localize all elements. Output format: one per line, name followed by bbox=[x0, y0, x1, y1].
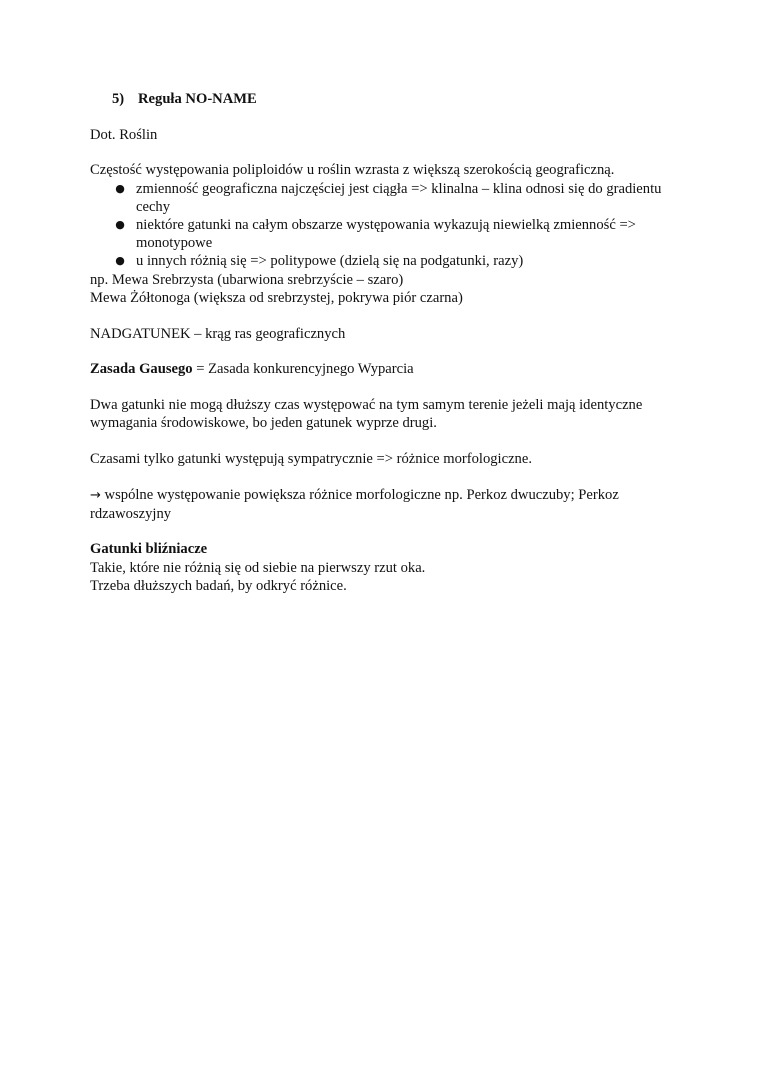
twins-line: Trzeba dłuższych badań, by odkryć różnice. bbox=[90, 577, 347, 594]
spacer bbox=[90, 108, 680, 126]
gause-rule-definition: = Zasada konkurencyjnego Wyparcia bbox=[192, 361, 414, 378]
section-heading bbox=[90, 90, 680, 108]
gause-rule-title: Zasada Gausego bbox=[90, 361, 193, 378]
example-line: Mewa Żółtonoga (większa od srebrzystej, pokrywa piór czarna) bbox=[90, 289, 463, 306]
arrow-note-text: wspólne występowanie powiększa różnice morfologiczne np. Perkoz dwuczuby; Perkoz rdzawoszyjny bbox=[90, 486, 619, 522]
bullet-item bbox=[90, 180, 680, 216]
spacer bbox=[90, 144, 680, 162]
bullet-icon: ● bbox=[115, 254, 125, 268]
two-species-paragraph: Dwa gatunki nie mogą dłuższy czas występować na tym samym terenie jeżeli mają identyczne wymagania środowiskowe, bo jeden gatunek wyprze drugi. bbox=[90, 396, 643, 432]
spacer bbox=[90, 432, 680, 450]
bullet-list bbox=[90, 180, 680, 271]
section-number: 5) bbox=[112, 91, 125, 107]
gause-rule bbox=[90, 360, 680, 378]
intro-paragraph: Częstość występowania poliploidów u roślin wzrasta z większą szerokością geograficzną. bbox=[90, 162, 615, 179]
spacer bbox=[90, 378, 680, 396]
spacer bbox=[90, 343, 680, 361]
document-content bbox=[90, 90, 680, 595]
spacer bbox=[90, 468, 680, 486]
twins-line: Takie, które nie różnią się od siebie na pierwszy rzut oka. bbox=[90, 559, 426, 576]
sympatric-paragraph: Czasami tylko gatunki występują sympatrycznie => różnice morfologiczne. bbox=[90, 450, 532, 467]
bullet-item bbox=[90, 216, 680, 252]
bullet-text: niektóre gatunki na całym obszarze występowania wykazują niewielką zmienność => monotypowe bbox=[136, 217, 636, 252]
bullet-icon: ● bbox=[115, 181, 125, 195]
section-title: Reguła NO-NAME bbox=[138, 91, 257, 107]
bullet-text: u innych różnią się => politypowe (dzielą się na podgatunki, razy) bbox=[136, 253, 524, 270]
example-line: np. Mewa Srebrzysta (ubarwiona srebrzyście – szaro) bbox=[90, 271, 404, 288]
bullet-item bbox=[90, 252, 680, 270]
spacer bbox=[90, 523, 680, 541]
spacer bbox=[90, 307, 680, 325]
subtitle: Dot. Roślin bbox=[90, 126, 158, 143]
arrow-note bbox=[90, 486, 680, 523]
twins-heading bbox=[90, 540, 680, 558]
right-arrow-icon: → bbox=[90, 487, 101, 503]
bullet-icon: ● bbox=[115, 218, 125, 232]
twins-heading-text: Gatunki bliźniacze bbox=[90, 541, 208, 558]
bullet-text: zmienność geograficzna najczęściej jest ciągła => klinalna – klina odnosi się do gradientu cechy bbox=[136, 180, 662, 215]
nadgatunek-line: NADGATUNEK – krąg ras geograficznych bbox=[90, 325, 346, 342]
